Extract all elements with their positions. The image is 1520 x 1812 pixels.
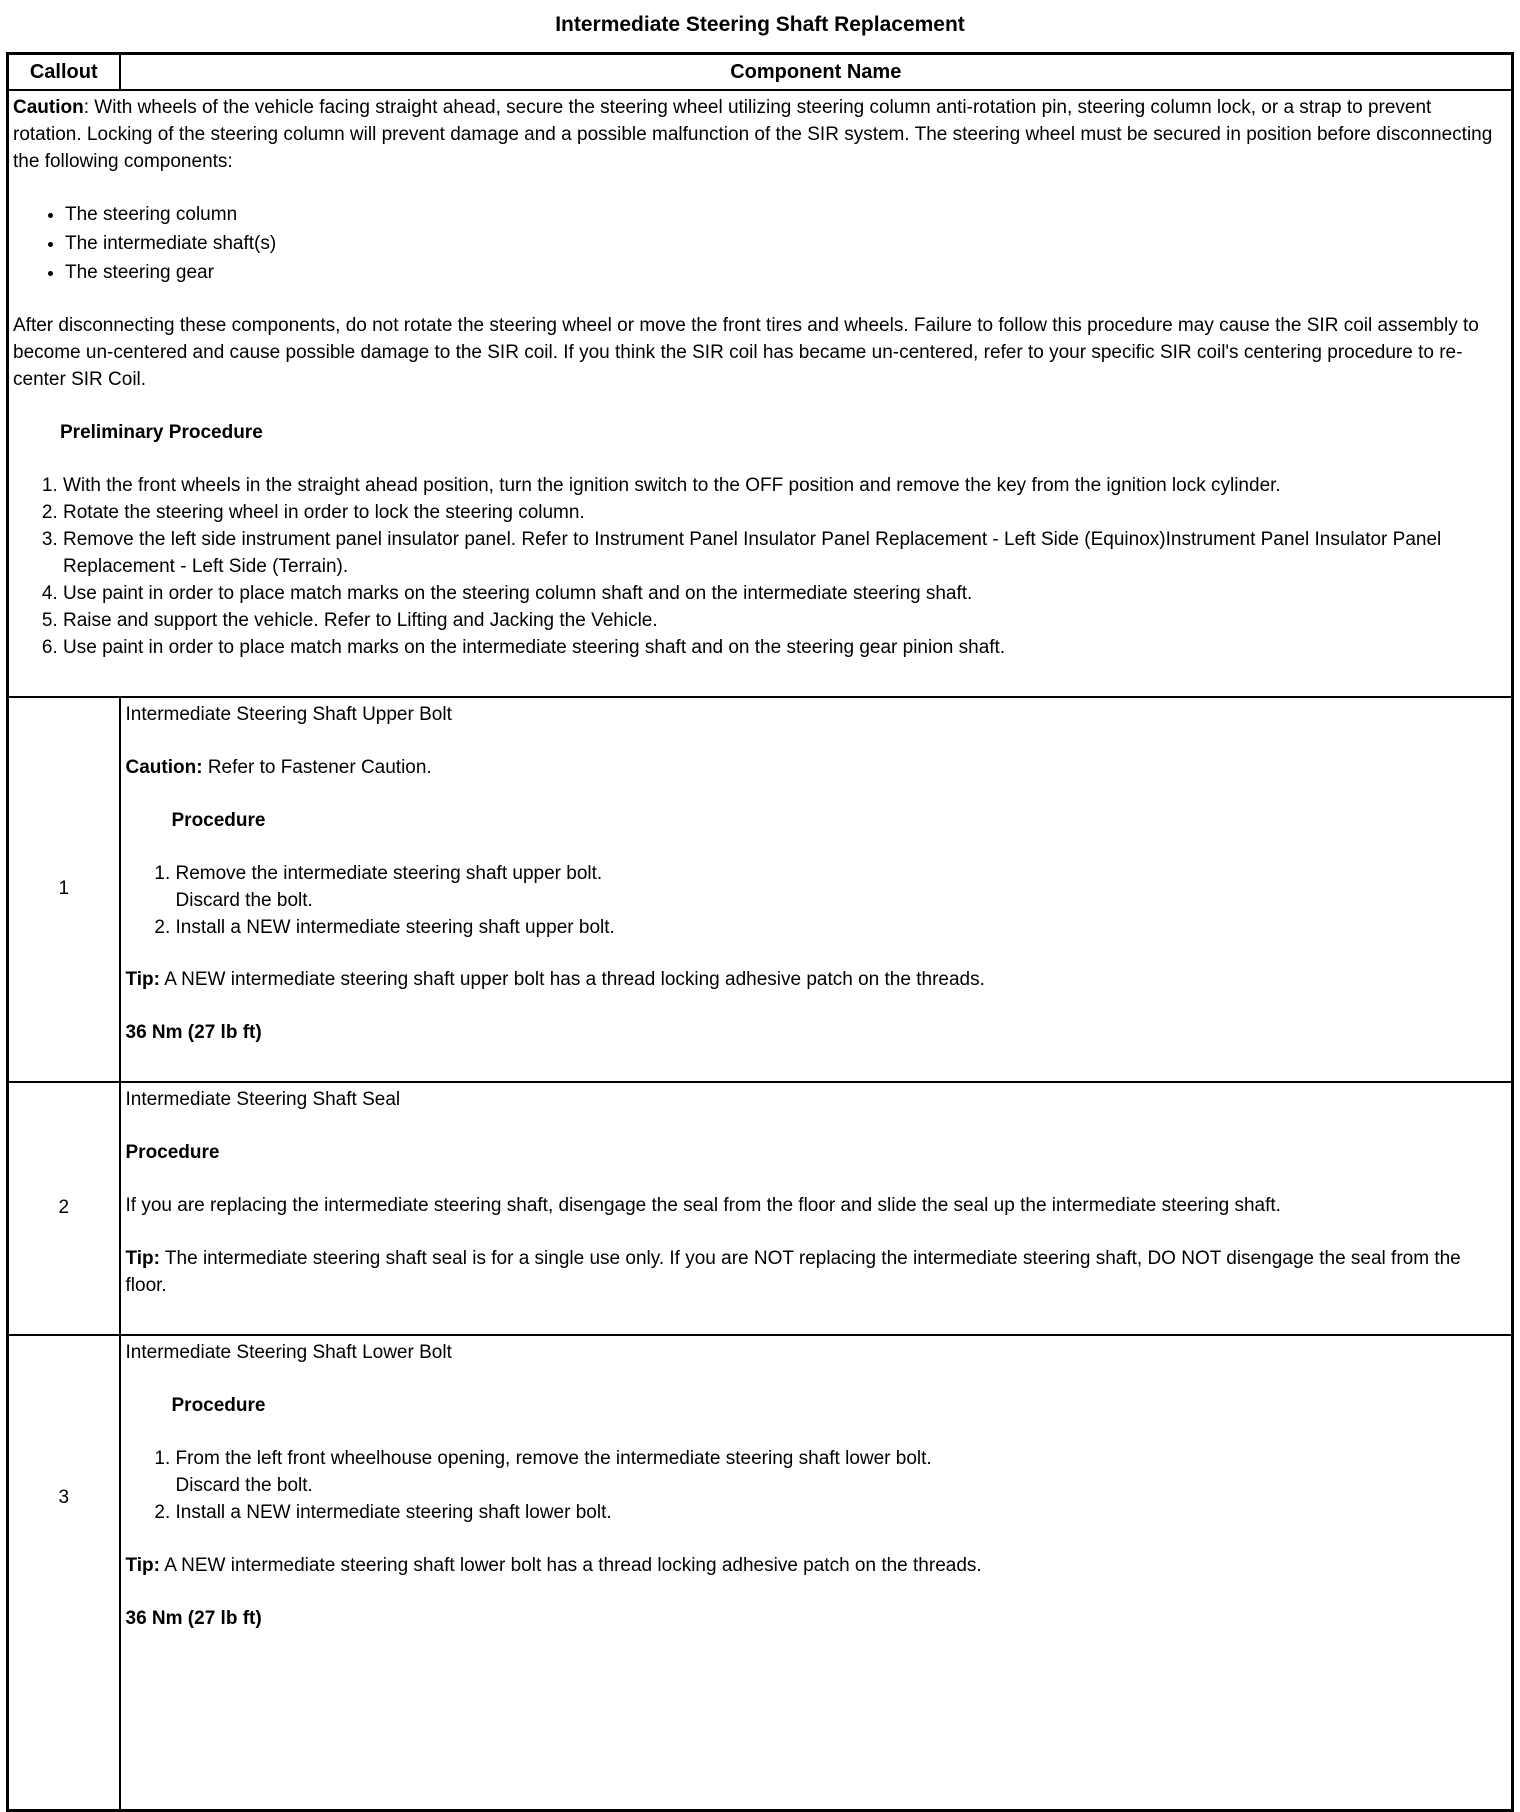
procedure-body: If you are replacing the intermediate steering shaft, disengage the seal from the floor and slide the seal up the intermediate steering shaft. (125, 1195, 1281, 1217)
tip-label: Tip: (125, 1248, 160, 1270)
procedure-heading: Procedure (125, 1142, 220, 1164)
secured-components-list (13, 202, 1503, 287)
tip-text: A NEW intermediate steering shaft upper bolt has a thread locking adhesive patch on the threads. (159, 969, 985, 991)
callout-number: 2 (8, 1082, 120, 1335)
table-row (8, 1082, 1513, 1335)
component-cell (120, 1335, 1513, 1810)
step-item (176, 915, 1504, 942)
caution-label: Caution: (125, 756, 203, 778)
step-item (176, 1500, 1504, 1527)
step-text: 2. Install a NEW intermediate steering shaft upper bolt. (175, 916, 615, 938)
tip-paragraph (126, 1246, 1504, 1300)
caution-label: Caution (13, 97, 84, 119)
step-item: 2. Rotate the steering wheel in order to lock the steering column. (63, 500, 1503, 527)
step-text: 1. Remove the intermediate steering shaft upper bolt. (175, 862, 603, 884)
component-title: Intermediate Steering Shaft Seal (125, 1089, 401, 1111)
step-item (176, 1446, 1504, 1500)
step-note: Discard the bolt. (175, 889, 313, 911)
caution-paragraph (126, 755, 1504, 782)
caution-text: Refer to Fastener Caution. (202, 756, 432, 778)
tip-label: Tip: (125, 969, 160, 991)
step-text: 2. Install a NEW intermediate steering shaft lower bolt. (175, 1502, 612, 1524)
list-item: • The intermediate shaft(s) (65, 231, 1503, 258)
table-row (8, 1335, 1513, 1810)
step-item: 6. Use paint in order to place match marks on the intermediate steering shaft and on the steering gear pinion shaft. (63, 635, 1503, 662)
component-title: Intermediate Steering Shaft Lower Bolt (125, 1342, 452, 1364)
table-row (8, 697, 1513, 1083)
torque-spec: 36 Nm (27 lb ft) (125, 1608, 262, 1630)
preliminary-procedure-heading: Preliminary Procedure (60, 421, 263, 443)
list-item: • The steering gear (65, 260, 1503, 287)
procedure-steps-list (126, 861, 1504, 942)
component-cell (120, 697, 1513, 1083)
step-item: 1. With the front wheels in the straight ahead position, turn the ignition switch to the OFF position and remove the key from the ignition lock cylinder. (63, 473, 1503, 500)
step-text: 1. From the left front wheelhouse opening, remove the intermediate steering shaft lower bolt. (175, 1448, 932, 1470)
caution-paragraph (13, 95, 1503, 176)
tip-text: The intermediate steering shaft seal is for a single use only. If you are NOT replacing the intermediate steering shaft, DO NOT disengage the seal from the floor. (125, 1248, 1461, 1297)
caution-text: : With wheels of the vehicle facing straight ahead, secure the steering wheel utilizing steering column anti-rotation pin, steering column lock, or a strap to prevent rotation. Locking of the steering column will prevent damage and a possible malfunction of the SIR system. The steering wheel must be secured in position before disconnecting the following components: (13, 97, 1493, 173)
tip-paragraph (126, 1553, 1504, 1580)
step-item: 4. Use paint in order to place match marks on the steering column shaft and on the intermediate steering shaft. (63, 581, 1503, 608)
component-cell (120, 1082, 1513, 1335)
callout-number: 1 (8, 697, 120, 1083)
step-item: 3. Remove the left side instrument panel insulator panel. Refer to Instrument Panel Insulator Panel Replacement - Left Side (Equinox)Instrument Panel Insulator Panel Replacement - Left Side (Terrain). (63, 527, 1503, 581)
torque-spec: 36 Nm (27 lb ft) (125, 1022, 262, 1044)
tip-label: Tip: (125, 1555, 160, 1577)
intro-row (8, 90, 1513, 696)
procedure-heading: Procedure (171, 1395, 266, 1417)
preliminary-steps-list (13, 473, 1503, 662)
step-note: Discard the bolt. (175, 1475, 313, 1497)
page-title: Intermediate Steering Shaft Replacement (555, 13, 965, 36)
callout-column-header: Callout (8, 53, 120, 90)
procedure-steps-list (126, 1446, 1504, 1527)
callout-number: 3 (8, 1335, 120, 1810)
tip-text: A NEW intermediate steering shaft lower bolt has a thread locking adhesive patch on the threads. (159, 1555, 982, 1577)
component-title: Intermediate Steering Shaft Upper Bolt (125, 703, 452, 725)
component-name-column-header: Component Name (120, 53, 1513, 90)
component-table (6, 52, 1514, 1812)
after-disconnecting-paragraph: After disconnecting these components, do not rotate the steering wheel or move the front tires and wheels. Failure to follow this procedure may cause the SIR coil assembly to become un-centered and cause possible damage to the SIR coil. If you think the SIR coil has became un-centered, refer to your specific SIR coil's centering procedure to re-center SIR Coil. (13, 315, 1479, 390)
list-item: • The steering column (65, 202, 1503, 229)
tip-paragraph (126, 967, 1504, 994)
step-item: 5. Raise and support the vehicle. Refer to Lifting and Jacking the Vehicle. (63, 608, 1503, 635)
intro-cell (8, 90, 1513, 696)
procedure-heading: Procedure (171, 809, 266, 831)
table-header-row (8, 53, 1513, 90)
step-item (176, 861, 1504, 915)
